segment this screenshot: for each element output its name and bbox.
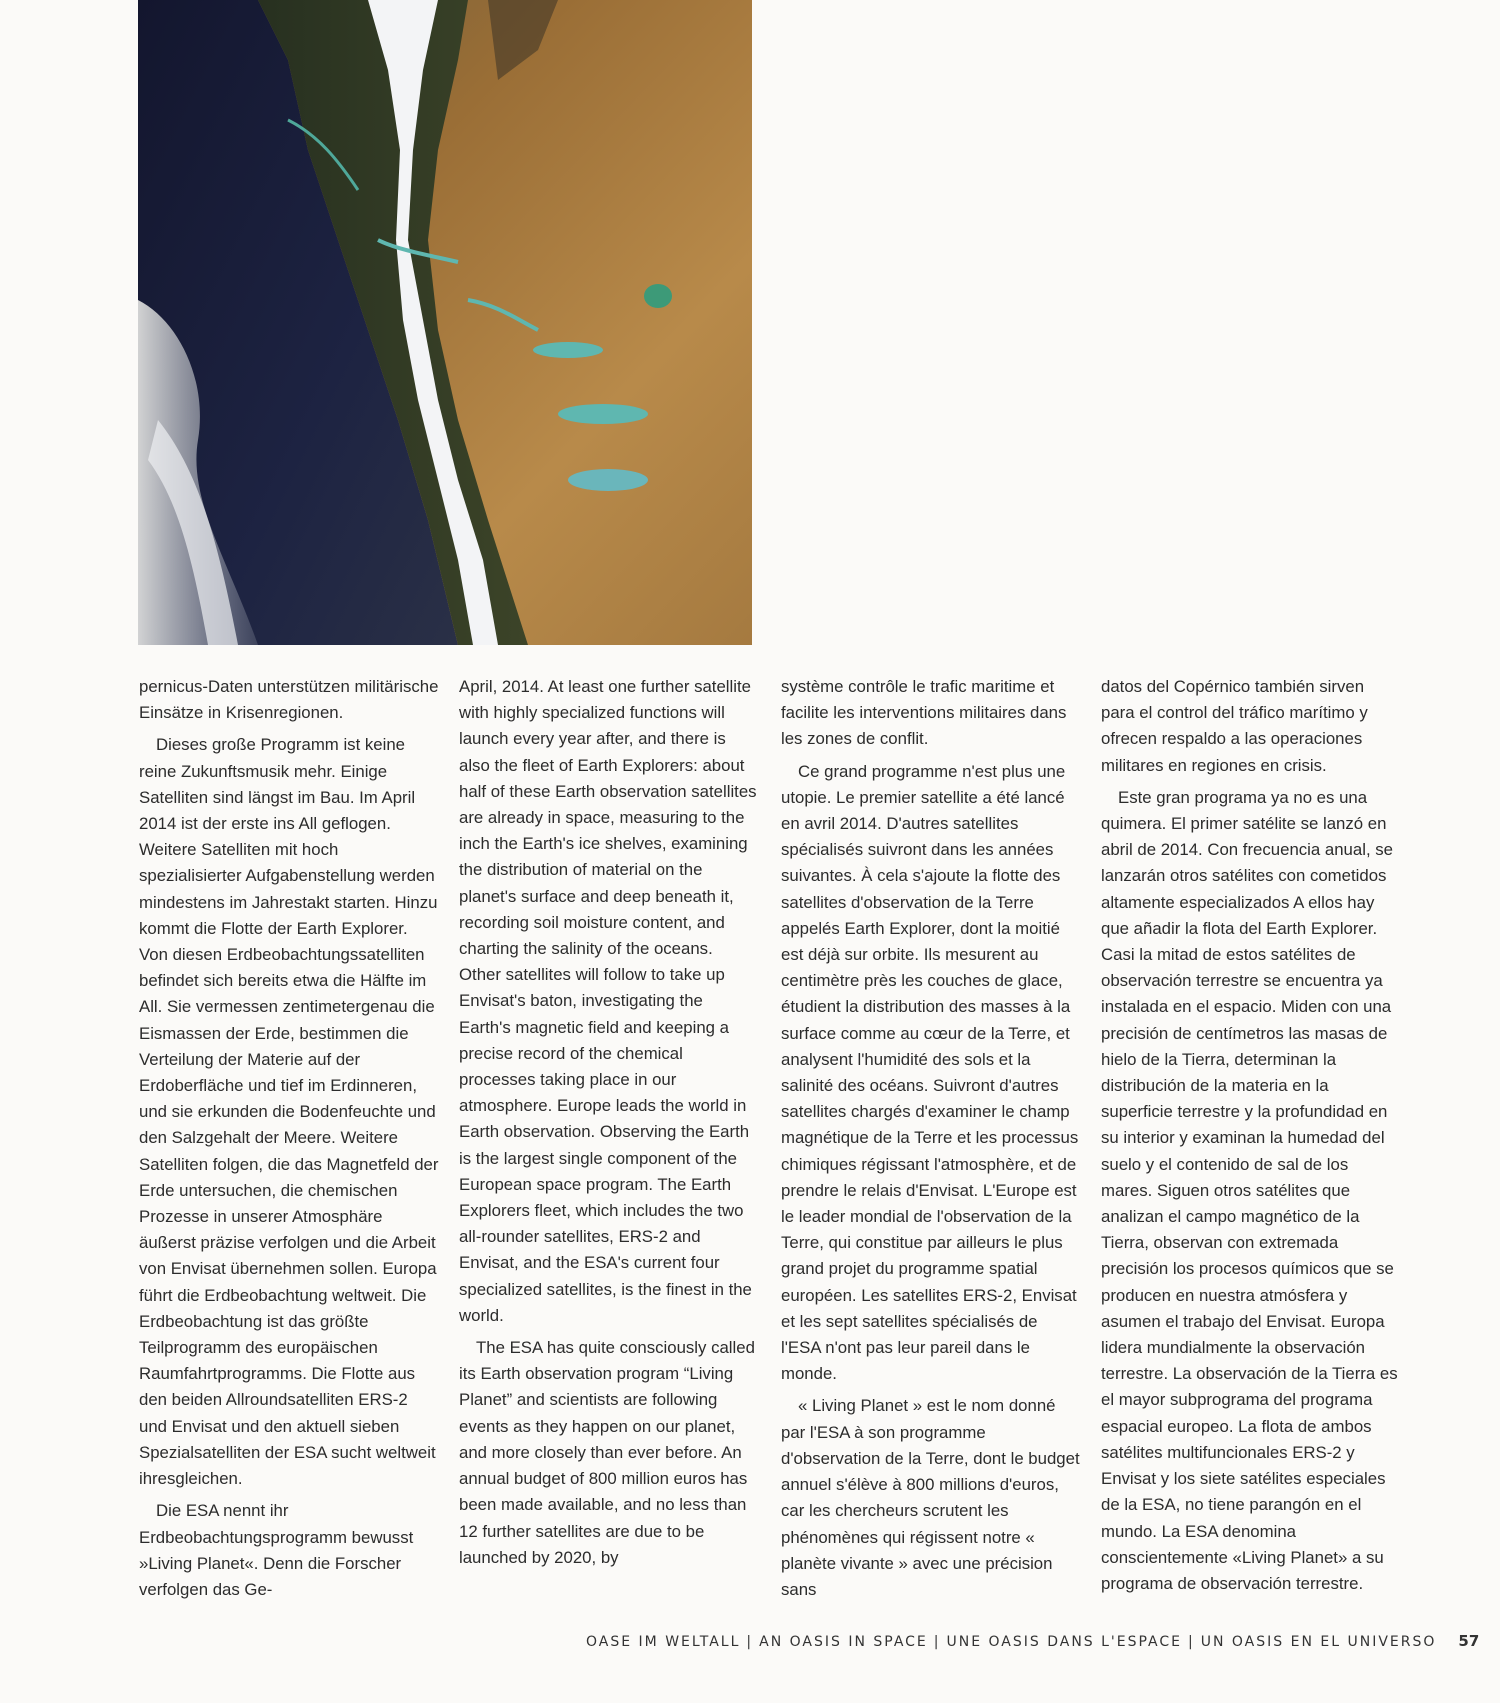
paragraph: April, 2014. At least one further satellite with highly specialized functions will launch every year after, and there is also the fleet of Earth Explorers: about half of these Earth observation satellites are already in space, measuring to the inch the Earth's ice shelves, examining the distribution of material on the planet's surface and deep beneath it, recording soil moisture content, and charting the salinity of the oceans. Other satellites will follow to take up Envisat's baton, investigating the Earth's magnetic field and keeping a precise record of the chemical processes taking place in our atmosphere. Europe leads the world in Earth observation. Observing the Earth is the largest single component of the European space program. The Earth Explorers fleet, which includes the two all-rounder satellites, ERS-2 and Envisat, and the ESA's current four specialized satellites, is the finest in the world.: [459, 677, 757, 1325]
footer-title-en: AN OASIS IN SPACE: [759, 1634, 928, 1650]
page-number: 57: [1458, 1632, 1480, 1650]
running-footer: [586, 1632, 1480, 1650]
footer-separator: |: [933, 1634, 941, 1650]
footer-separator: |: [746, 1634, 754, 1650]
text-column-spanish: [1101, 674, 1401, 1597]
paragraph: Este gran programa ya no es una quimera. El primer satélite se lanzó en abril de 2014. Con frecuencia anual, se lanzarán otros satélites con cometidos altamente especializados A ellos hay que añadir la flota del Earth Explorer. Casi la mitad de estos satélites de observación terrestre se encuentra ya instalada en el espacio. Miden con una precisión de centímetros las masas de hielo de la Tierra, determinan la distribución de la materia en la superficie terrestre y la profundidad en su interior y examinan la humedad del suelo y el contenido de sal de los mares. Siguen otros satélites que analizan el campo magnético de la Tierra, observan con extremada precisión los procesos químicos que se producen en nuestra atmósfera y asumen el trabajo del Envisat. Europa lidera mundialmente la observación terrestre. La observación de la Tierra es el mayor subprograma del programa espacial europeo. La flota de ambos satélites multifuncionales ERS-2 y Envisat y los siete satélites especiales de la ESA, no tiene parangón en el mundo. La ESA denomina conscientemente «Living Planet» a su programa de observación terrestre.: [1101, 787, 1398, 1593]
text-column-french: [781, 674, 1081, 1603]
footer-title-es: UN OASIS EN EL UNIVERSO: [1200, 1634, 1437, 1650]
footer-separator: |: [1188, 1634, 1195, 1650]
paragraph: pernicus-Daten unterstützen militärische Einsätze in Krisenregionen.: [139, 677, 439, 723]
paragraph: Dieses große Programm ist keine reine Zukunftsmusik mehr. Einige Satelliten sind längst im Bau. Im April 2014 ist der erste ins All geflogen. Weitere Satelliten mit hoch spezialisierter Aufgabenstellung werden mindestens im Jahrestakt starten. Hinzu kommt die Flotte der Earth Explorer. Von diesen Erdbeobachtungssatelliten befindet sich bereits etwa die Hälfte im All. Sie vermessen zentimetergenau die Eismassen der Erde, bestimmen die Verteilung der Materie auf der Erdoberfläche und tief im Erdinneren, und sie erkunden die Bodenfeuchte und den Salzgehalt der Meere. Weitere Satelliten folgen, die das Magnetfeld der Erde untersuchen, die chemischen Prozesse in unserer Atmosphäre äußerst präzise verfolgen und die Arbeit von Envisat übernehmen sollen. Europa führt die Erdbeobachtung weltweit. Die Erdbeobachtung ist das größte Teilprogramm des europäischen Raumfahrtprogramms. Die Flotte aus den beiden Allroundsatelliten ERS-2 und Envisat und den aktuell sieben Spezialsatelliten der ESA sucht weltweit ihresgleichen.: [139, 735, 439, 1489]
footer-title-fr: UNE OASIS DANS L'ESPACE: [946, 1634, 1183, 1650]
paragraph: Die ESA nennt ihr Erdbeobachtungsprogramm bewusst »Living Planet«. Denn die Forscher verfolgen das Ge-: [139, 1501, 414, 1599]
paragraph: « Living Planet » est le nom donné par l'ESA à son programme d'observation de la Terre, dont le budget annuel s'élève à 800 millions d'euros, car les chercheurs scrutent les phénomènes qui régissent notre « planète vivante » avec une précision sans: [781, 1396, 1080, 1599]
satellite-image-graphic: [138, 0, 752, 645]
text-column-english: [459, 674, 759, 1571]
paragraph: The ESA has quite consciously called its Earth observation program “Living Planet” and scientists are following events as they happen on our planet, and more closely than ever before. An annual budget of 800 million euros has been made available, and no less than 12 further satellites are due to be launched by 2020, by: [459, 1338, 755, 1567]
paragraph: datos del Copérnico también sirven para el control del tráfico marítimo y ofrecen respaldo a las operaciones militares en regiones en crisis.: [1101, 677, 1368, 775]
satellite-image: [138, 0, 752, 645]
footer-title-de: OASE IM WELTALL: [586, 1634, 741, 1650]
paragraph: système contrôle le trafic maritime et facilite les interventions militaires dans les zones de conflit.: [781, 677, 1067, 749]
paragraph: Ce grand programme n'est plus une utopie. Le premier satellite a été lancé en avril 2014. D'autres satellites spécialisés suivront dans les années suivantes. À cela s'ajoute la flotte des satellites d'observation de la Terre appelés Earth Explorer, dont la moitié est déjà sur orbite. Ils mesurent au centimètre près les couches de glace, étudient la distribution des masses à la surface comme au cœur de la Terre, et analysent l'humidité des sols et la salinité des océans. Suivront d'autres satellites chargés d'examiner le champ magnétique de la Terre et les processus chimiques régissant l'atmosphère, et de prendre le relais d'Envisat. L'Europe est le leader mondial de l'observation de la Terre, qui constitue par ailleurs le plus grand projet du programme spatial européen. Les satellites ERS-2, Envisat et les sept satellites spécialisés de l'ESA n'ont pas leur pareil dans le monde.: [781, 761, 1079, 1384]
text-column-german: [139, 674, 439, 1603]
